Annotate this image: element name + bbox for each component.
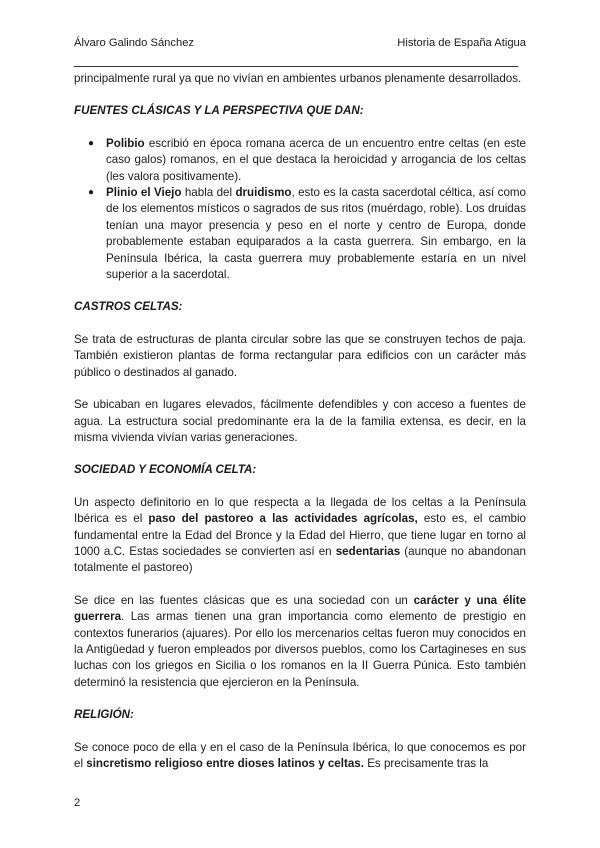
intro-paragraph: principalmente rural ya que no vivían en ambientes urbanos plenamente desarrollados. xyxy=(74,72,522,85)
page-number: 2 xyxy=(74,797,81,809)
bullet-icon: ● xyxy=(88,187,95,199)
section-heading-castros: CASTROS CELTAS: xyxy=(74,300,183,314)
fuentes-list xyxy=(74,136,526,284)
header-author: Álvaro Galindo Sánchez xyxy=(74,37,195,49)
emphasis: carácter y una élite guerrera xyxy=(74,593,527,624)
page-header xyxy=(74,37,526,51)
emphasis: sedentarias xyxy=(335,544,401,558)
source-name: Polibio xyxy=(106,136,145,150)
religion-paragraph-1: Se conoce poco de ella y en el caso de la Península Ibérica, lo que conocemos es por el sincretismo religioso entre dioses latinos y celtas. Es precisamente tras la xyxy=(74,740,526,770)
castros-paragraph-1: Se trata de estructuras de planta circular sobre las que se construyen techos de paja. También existieron plantas de forma rectangular para edificios con un carácter más público o destinados al ganado. xyxy=(74,332,526,379)
source-text: , esto es la casta sacerdotal céltica, así como de los elementos místicos o sagrados de sus ritos (muérdago, roble). Los druidas tenían una mayor presencia y peso en el norte y centro de Europa, donde probablemente estaban equiparados a la casta guerrera. Sin embargo, en la Península Ibérica, la casta guerrera muy probablemente estaría en un nivel superior a la sacerdotal. xyxy=(106,186,526,282)
list-item xyxy=(88,185,526,283)
source-text: escribió en época romana acerca de un encuentro entre celtas (en este caso galos) romanos, en el que destaca la heroicidad y arrogancia de los celtas (les valora positivamente). xyxy=(106,136,526,183)
sociedad-paragraph-1: Un aspecto definitorio en lo que respecta a la llegada de los celtas a la Península Ibérica es el paso del pastoreo a las actividades agrícolas, esto es, el cambio fundamental entre la Edad del Bronce y la Edad del Hierro, que tiene lugar en torno al 1000 a.C. Estas sociedades se convierten así en sedentarias (aunque no abandonan totalmente el pastoreo) xyxy=(74,495,526,575)
page-content xyxy=(74,71,526,772)
emphasis: sincretismo religioso entre dioses latinos y celtas. xyxy=(86,757,364,770)
source-name: Plinio el Viejo xyxy=(106,186,182,200)
section-heading-fuentes: FUENTES CLÁSICAS Y LA PERSPECTIVA QUE DAN: xyxy=(74,104,364,118)
list-item xyxy=(88,136,526,185)
source-text: habla del xyxy=(181,186,236,200)
emphasis: paso del pastoreo a las actividades agrícolas, xyxy=(148,512,418,526)
castros-paragraph-2: Se ubicaban en lugares elevados, fácilmente defendibles y con acceso a fuentes de agua. La estructura social predominante era la de la familia extensa, es decir, en la misma vivienda vivían varias generaciones. xyxy=(74,398,526,444)
header-course: Historia de España Atigua xyxy=(397,37,526,49)
source-emphasis: druidismo xyxy=(235,186,292,200)
header-rule xyxy=(74,66,518,67)
section-heading-sociedad: SOCIEDAD Y ECONOMÍA CELTA: xyxy=(74,463,257,477)
bullet-icon: ● xyxy=(88,137,95,149)
sociedad-paragraph-2: Se dice en las fuentes clásicas que es una sociedad con un carácter y una élite guerrera. Las armas tienen una gran importancia como elemento de prestigio en contextos funerarios (ajuares). Por ello los mercenarios celtas fueron muy conocidos en la Antigüedad y fueron empleados por diversos pueblos, como los Cartagineses en sus luchas con los griegos en Sicilia o los romanos en la II Guerra Púnica. Esto también determinó la resistencia que ejercieron en la Península. xyxy=(74,593,527,689)
section-heading-religion: RELIGIÓN: xyxy=(74,708,134,722)
